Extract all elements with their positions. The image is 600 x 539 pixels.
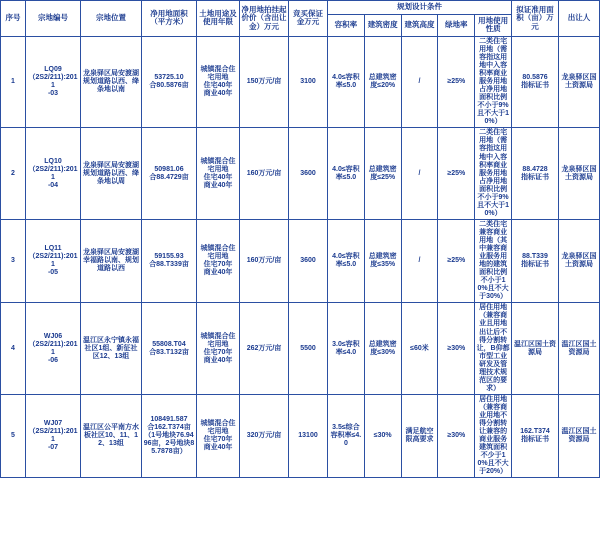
header-deposit: 竞买保证金万元 <box>289 1 328 37</box>
cell-seq: 5 <box>1 394 26 477</box>
cell-height: / <box>401 219 438 302</box>
cell-seller: 温江区国土资源局 <box>559 303 600 395</box>
table-row <box>1 128 600 220</box>
cell-green: ≥30% <box>438 394 475 477</box>
cell-use-years: 城镇混合住宅用地 住宅40年 商业40年 <box>197 128 240 220</box>
cell-seq: 2 <box>1 128 26 220</box>
cell-code: WJ07 （2S2/211):2011 -07 <box>26 394 81 477</box>
table-row <box>1 394 600 477</box>
cell-deposit: 3600 <box>289 128 328 220</box>
header-nature: 用地使用性质 <box>475 14 512 36</box>
cell-use-years: 城镇混合住宅用地 住宅70年 商业40年 <box>197 394 240 477</box>
cell-nature: 二类住宅用地（需容指这用地中入容积率商业服务用地占净用地面积比例不小于9%且不大于10%） <box>475 128 512 220</box>
header-green: 绿地率 <box>438 14 475 36</box>
table-header-row-1 <box>1 1 600 15</box>
cell-nature: 居住用地（兼容商业且用地出让后不得分割转让，B仰都市型工业研发及管理技术规范区的要求） <box>475 303 512 395</box>
cell-far: 4.0≤容积率≤5.0 <box>328 36 365 128</box>
header-seq: 序号 <box>1 1 26 37</box>
cell-use-years: 城镇混合住宅用地 住宅40年 商业40年 <box>197 36 240 128</box>
cell-area: 53725.10 合80.5876亩 <box>142 36 197 128</box>
cell-far: 3.5≤综合容积率≤4.0 <box>328 394 365 477</box>
cell-seq: 1 <box>1 36 26 128</box>
cell-far: 4.0≤容积率≤5.0 <box>328 219 365 302</box>
table-row <box>1 36 600 128</box>
header-code: 宗地编号 <box>26 1 81 37</box>
table-body <box>1 36 600 477</box>
cell-green: ≥25% <box>438 128 475 220</box>
cell-far: 4.0≤容积率≤5.0 <box>328 128 365 220</box>
cell-deposit: 3100 <box>289 36 328 128</box>
cell-seller: 温江区国土资源局 <box>559 394 600 477</box>
cell-far: 3.0≤容积率≤4.0 <box>328 303 365 395</box>
header-density: 建筑密度 <box>364 14 401 36</box>
cell-location: 温江区公平南方水板社区10、11、12、13组 <box>81 394 142 477</box>
cell-location: 龙泉驿区局安渡湖规划道路以西、绛条地以周 <box>81 128 142 220</box>
cell-cert: 温江区国土资源局 <box>512 303 559 395</box>
header-design-conditions: 规划设计条件 <box>328 1 512 15</box>
header-height: 建筑高度 <box>401 14 438 36</box>
header-price: 净用地拍挂起价价（含出让金）万元 <box>240 1 289 37</box>
cell-cert: 88.T339 指标证书 <box>512 219 559 302</box>
cell-code: WJ06 （2S2/211):2011 -06 <box>26 303 81 395</box>
cell-price: 150万元/亩 <box>240 36 289 128</box>
cell-green: ≥30% <box>438 303 475 395</box>
cell-seq: 3 <box>1 219 26 302</box>
cell-deposit: 5500 <box>289 303 328 395</box>
cell-seller: 龙泉驿区国土资源局 <box>559 219 600 302</box>
cell-location: 温江区永宁镇永福社区1组、新征社区12、13组 <box>81 303 142 395</box>
cell-height: 满足航空限高要求 <box>401 394 438 477</box>
cell-price: 320万元/亩 <box>240 394 289 477</box>
header-use-years: 土地用途及使用年限 <box>197 1 240 37</box>
cell-density: 总建筑密度≤20% <box>364 36 401 128</box>
cell-location: 龙泉驿区局安渡湖幸福路以南、规划道路以西 <box>81 219 142 302</box>
table-row <box>1 303 600 395</box>
cell-cert: 88.4728 指标证书 <box>512 128 559 220</box>
cell-cert: 80.5876 指标证书 <box>512 36 559 128</box>
cell-nature: 二类住宅用地（需容指这用地中入容积率商业服务用地占净用地面积比例不小于9%且不大于10%） <box>475 36 512 128</box>
cell-height: / <box>401 36 438 128</box>
cell-area: 55808.T04 合83.T132亩 <box>142 303 197 395</box>
cell-nature: 二类住宅兼容商业用地（其中兼容商业服务用地的建筑面积比例不小于10%且不大于30%） <box>475 219 512 302</box>
cell-use-years: 城镇混合住宅用地 住宅70年 商业40年 <box>197 303 240 395</box>
cell-area: 59155.93 合88.T339亩 <box>142 219 197 302</box>
cell-area: 50981.06 合88.4729亩 <box>142 128 197 220</box>
cell-height: / <box>401 128 438 220</box>
cell-deposit: 13100 <box>289 394 328 477</box>
cell-density: 总建筑密度≤25% <box>364 128 401 220</box>
cell-height: ≤60米 <box>401 303 438 395</box>
cell-use-years: 城镇混合住宅用地 住宅70年 商业40年 <box>197 219 240 302</box>
cell-location: 龙泉驿区局安渡湖规划道路以西、绛条地以南 <box>81 36 142 128</box>
table-row <box>1 219 600 302</box>
table-header <box>1 1 600 37</box>
cell-price: 160万元/亩 <box>240 219 289 302</box>
cell-density: ≤30% <box>364 394 401 477</box>
header-cert: 拟证准用面积（亩）万元 <box>512 1 559 37</box>
cell-density: 总建筑密度≤35% <box>364 219 401 302</box>
cell-price: 160万元/亩 <box>240 128 289 220</box>
header-location: 宗地位置 <box>81 1 142 37</box>
header-area: 净用地面积（平方米） <box>142 1 197 37</box>
cell-code: LQ09 （2S2/211):2011 -03 <box>26 36 81 128</box>
cell-nature: 居住用地（兼容商业用地不得分割转让兼容的商业服务建筑面积不少于10%且不大于20%） <box>475 394 512 477</box>
cell-seller: 龙泉驿区国土资源局 <box>559 36 600 128</box>
cell-area: 108491.587 合162.T374亩（1号地块76.9496亩，2号地块85.7878亩） <box>142 394 197 477</box>
cell-deposit: 3600 <box>289 219 328 302</box>
cell-price: 262万元/亩 <box>240 303 289 395</box>
cell-code: LQ10 （2S2/211):2011 -04 <box>26 128 81 220</box>
header-far: 容积率 <box>328 14 365 36</box>
header-seller: 出让人 <box>559 1 600 37</box>
cell-density: 总建筑密度≤30% <box>364 303 401 395</box>
cell-seller: 龙泉驿区国土资源局 <box>559 128 600 220</box>
cell-code: LQ11 （2S2/211):2011 -05 <box>26 219 81 302</box>
cell-cert: 162.T374 指标证书 <box>512 394 559 477</box>
cell-green: ≥25% <box>438 36 475 128</box>
cell-seq: 4 <box>1 303 26 395</box>
cell-green: ≥25% <box>438 219 475 302</box>
